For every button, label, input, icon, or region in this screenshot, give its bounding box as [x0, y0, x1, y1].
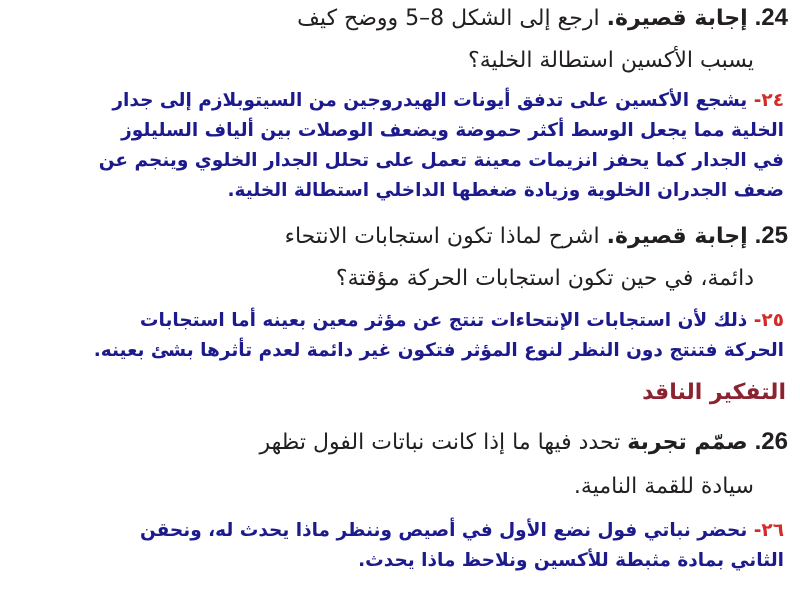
answer-26-line-2: الثاني بمادة مثبطة للأكسين ونلاحظ ماذا يحدث.: [358, 550, 784, 571]
answer-24-text-1: يشجع الأكسين على تدفق أيونات الهيدروجين من السيتوبلازم إلى جدار: [112, 90, 748, 111]
answer-24-line-3: في الجدار كما يحفز انزيمات معينة تعمل على تحلل الجدار الخلوي وينجم عن: [98, 150, 784, 171]
answer-24-line-2: الخلية مما يجعل الوسط أكثر حموضة ويضعف الوصلات بين ألياف السليلوز: [121, 120, 784, 141]
question-24-number: 24.: [754, 4, 788, 31]
answer-25-line-1: [140, 310, 784, 331]
question-24-line-1: [297, 4, 788, 32]
answer-25-line-2: الحركة فتنتج دون النظر لنوع المؤثر فتكون غير دائمة لعدم تأثرها بشئ بعينه.: [93, 340, 784, 361]
question-26-line-1: [260, 428, 788, 456]
question-26-text: تحدد فيها ما إذا كانت نباتات الفول تظهر: [259, 430, 621, 455]
question-25-line-1: [285, 222, 788, 250]
question-26-number: 26.: [754, 428, 788, 455]
answer-26-number: ٢٦-: [753, 520, 784, 541]
answer-25-text-1: ذلك لأن استجابات الإنتحاءات تنتج عن مؤثر معين بعينه أما استجابات: [139, 310, 748, 331]
question-24-text: ارجع إلى الشكل 8–5 ووضح كيف: [297, 6, 600, 31]
answer-26-line-1: [140, 520, 784, 541]
question-24-line-2: يسبب الأكسين استطالة الخلية؟: [468, 48, 754, 73]
question-25-line-2: دائمة، في حين تكون استجابات الحركة مؤقتة؟: [335, 266, 754, 291]
question-25-number: 25.: [754, 222, 788, 249]
question-25-label: إجابة قصيرة.: [606, 224, 748, 249]
question-24-label: إجابة قصيرة.: [606, 6, 748, 31]
answer-24-line-1: [112, 90, 784, 111]
question-26-line-2: سيادة للقمة النامية.: [573, 474, 754, 499]
answer-24-number: ٢٤-: [753, 90, 784, 111]
answer-25-number: ٢٥-: [753, 310, 784, 331]
question-26-label: صمّم تجربة: [627, 430, 748, 455]
question-25-text: اشرح لماذا تكون استجابات الانتحاء: [284, 224, 600, 249]
answer-26-text-1: نحضر نباتي فول نضع الأول في أصيص وننظر ماذا يحدث له، ونحقن: [139, 520, 748, 541]
answer-24-line-4: ضعف الجدران الخلوية وزيادة ضغطها الداخلي استطالة الخلية.: [227, 180, 784, 201]
section-title-critical-thinking: التفكير الناقد: [642, 380, 786, 405]
